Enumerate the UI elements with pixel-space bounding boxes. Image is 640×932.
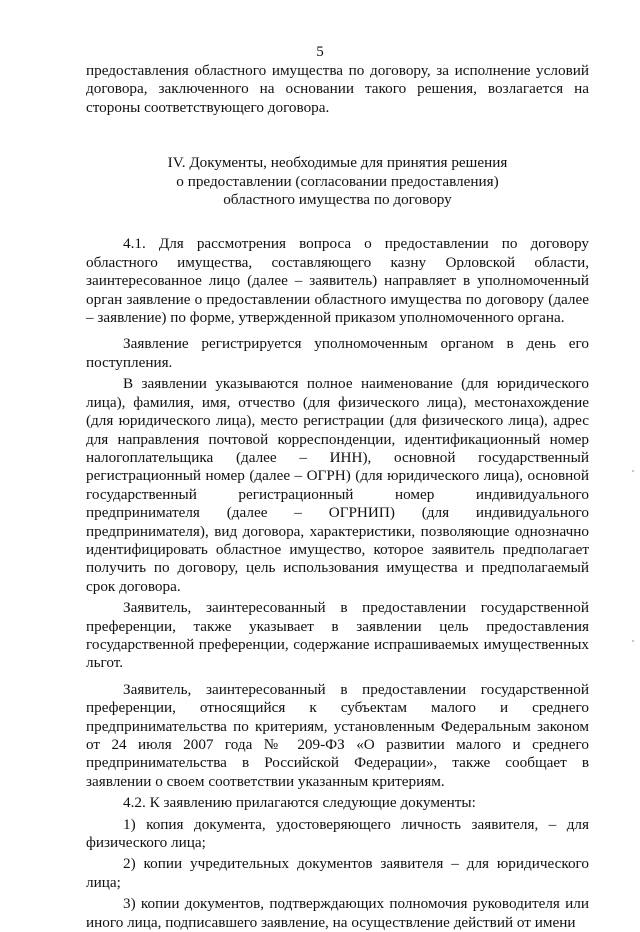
paragraph-4-1: 4.1. Для рассмотрения вопроса о предоставлении по договору областного имущества, составляющего казну Орловской области, заинтересованное лицо (далее – заявитель) направляет в уполномоченный орган заявление о предоставлении областного имущества по договору (далее – заявление) по форме, утвержденной приказом уполномоченного органа. — [86, 235, 589, 327]
section-heading-line-1: IV. Документы, необходимые для принятия решения — [167, 154, 508, 172]
document-body — [86, 62, 589, 932]
page-number: 5 — [316, 44, 324, 60]
section-heading-line-2: о предоставлении (согласовании предоставления) — [176, 172, 499, 190]
paragraph-registration: Заявление регистрируется уполномоченным органом в день его поступления. — [86, 335, 589, 371]
scan-artifact-mark — [632, 640, 634, 642]
paragraph-state-preference: Заявитель, заинтересованный в предоставлении государственной преференции, также указывает в заявлении цель предоставления государственной преференции, содержание испрашиваемых имущественных льгот. — [86, 599, 589, 672]
section-heading — [86, 154, 589, 209]
paragraph-application-contents: В заявлении указываются полное наименование (для юридического лица), фамилия, имя, отчество (для физического лица), местонахождение (для юридического лица), место регистрации (для физического лица), адрес для направления почтовой корреспонденции, идентификационный номер налогоплательщика (далее – ИНН), основной государственный регистрационный номер (далее – ОГРН) (для юридического лица), основной государственный регистрационный номер индивидуального предпринимателя (далее – ОГРНИП) (для индивидуального предпринимателя), вид договора, характеристики, позволяющие однозначно идентифицировать областное имущество, которое заявитель предполагает получить по договору, цель использования имущества и предполагаемый срок договора. — [86, 375, 589, 595]
list-item-2: 2) копии учредительных документов заявителя – для юридического лица; — [86, 855, 589, 891]
list-item-1: 1) копия документа, удостоверяющего личность заявителя, – для физического лица; — [86, 815, 589, 852]
paragraph-4-2: 4.2. К заявлению прилагаются следующие документы: — [123, 794, 476, 812]
scan-artifact-mark — [632, 470, 634, 472]
intro-paragraph: предоставления областного имущества по договору, за исполнение условий договора, заключенного на основании такого решения, возлагается на стороны соответствующего договора. — [86, 62, 589, 116]
list-item-3: 3) копии документов, подтверждающих полномочия руководителя или иного лица, подписавшего заявление, на осуществление действий от имени — [86, 895, 589, 931]
section-heading-line-3: областного имущества по договору — [223, 191, 452, 209]
paragraph-small-business: Заявитель, заинтересованный в предоставлении государственной преференции, относящийся к субъектам малого и среднего предпринимательства по критериям, установленным Федеральным законом от 24 июля 2007 года № 209-ФЗ «О развитии малого и среднего предпринимательства в Российской Федерации», также сообщает в заявлении о своем соответствии указанным критериям. — [86, 680, 589, 790]
